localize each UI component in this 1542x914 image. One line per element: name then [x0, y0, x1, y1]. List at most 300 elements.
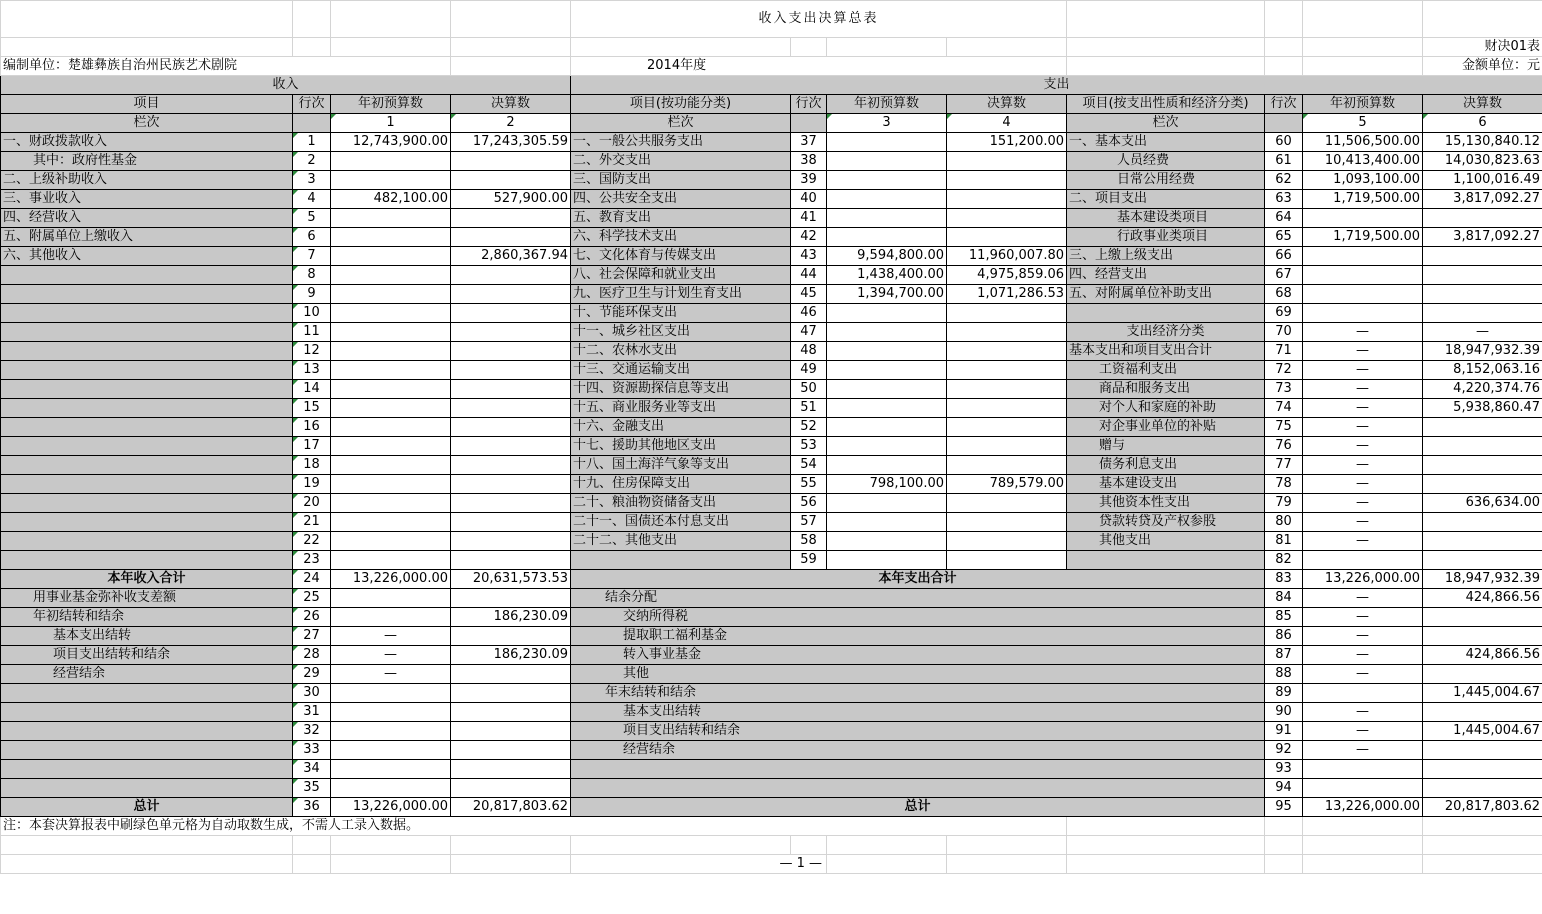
econ-line-no[interactable]: 84 — [1265, 589, 1303, 608]
income-line-no[interactable]: 24 — [293, 570, 331, 589]
income-budget-cell[interactable] — [331, 380, 451, 399]
econ-budget-cell[interactable]: — — [1303, 380, 1423, 399]
func-line-no[interactable]: 43 — [791, 247, 827, 266]
econ-budget-cell[interactable]: — — [1303, 399, 1423, 418]
sheet-title[interactable]: 收入支出决算总表 — [571, 1, 1067, 38]
econ-expense-label[interactable]: 五、对附属单位补助支出 — [1067, 285, 1265, 304]
func-budget-cell[interactable] — [827, 418, 947, 437]
form-code[interactable]: 财决01表 — [1423, 38, 1542, 57]
income-item-label[interactable] — [1, 475, 293, 494]
income-budget-cell[interactable]: 12,743,900.00 — [331, 133, 451, 152]
econ-expense-label[interactable]: 行政事业类项目 — [1067, 228, 1265, 247]
func-expense-label[interactable]: 十三、交通运输支出 — [571, 361, 791, 380]
econ-line-no[interactable]: 61 — [1265, 152, 1303, 171]
income-budget-cell[interactable] — [331, 741, 451, 760]
func-line-no[interactable]: 58 — [791, 532, 827, 551]
econ-final-cell[interactable] — [1423, 475, 1542, 494]
income-budget-cell[interactable] — [331, 513, 451, 532]
func-line-no[interactable]: 47 — [791, 323, 827, 342]
econ-line-no[interactable]: 60 — [1265, 133, 1303, 152]
func-final-cell[interactable] — [947, 494, 1067, 513]
econ-final-cell[interactable] — [1423, 247, 1542, 266]
func-line-no[interactable]: 53 — [791, 437, 827, 456]
func-line-no[interactable]: 50 — [791, 380, 827, 399]
col-header-item[interactable]: 项目 — [1, 95, 293, 114]
func-line-no[interactable]: 37 — [791, 133, 827, 152]
income-line-no[interactable]: 23 — [293, 551, 331, 570]
cell[interactable] — [1067, 57, 1265, 76]
income-line-no[interactable]: 5 — [293, 209, 331, 228]
econ-line-no[interactable]: 92 — [1265, 741, 1303, 760]
col-index[interactable]: 3 — [827, 114, 947, 133]
cell[interactable] — [947, 855, 1067, 874]
income-budget-cell[interactable] — [331, 608, 451, 627]
income-budget-cell[interactable] — [331, 266, 451, 285]
expense-total-label[interactable]: 总计 — [571, 798, 1265, 817]
econ-budget-cell[interactable] — [1303, 779, 1423, 798]
footnote[interactable]: 注：本套决算报表中刷绿色单元格为自动取数生成，不需人工录入数据。 — [1, 817, 1067, 836]
income-line-no[interactable]: 4 — [293, 190, 331, 209]
econ-final-cell[interactable]: 1,445,004.67 — [1423, 684, 1542, 703]
econ-final-cell[interactable]: 636,634.00 — [1423, 494, 1542, 513]
econ-final-cell[interactable]: 18,947,932.39 — [1423, 570, 1542, 589]
income-line-no[interactable]: 6 — [293, 228, 331, 247]
amount-unit[interactable]: 金额单位：元 — [1423, 57, 1542, 76]
income-budget-cell[interactable] — [331, 456, 451, 475]
econ-line-no[interactable]: 64 — [1265, 209, 1303, 228]
func-budget-cell[interactable] — [827, 228, 947, 247]
cell[interactable] — [1303, 1, 1423, 38]
income-final-cell[interactable] — [451, 209, 571, 228]
cell[interactable] — [331, 1, 451, 38]
econ-final-cell[interactable]: 1,445,004.67 — [1423, 722, 1542, 741]
econ-budget-cell[interactable]: — — [1303, 456, 1423, 475]
econ-line-no[interactable]: 82 — [1265, 551, 1303, 570]
econ-budget-cell[interactable]: — — [1303, 513, 1423, 532]
cell[interactable] — [827, 38, 947, 57]
cell[interactable] — [451, 57, 571, 76]
income-budget-cell[interactable]: 13,226,000.00 — [331, 570, 451, 589]
income-line-no[interactable]: 27 — [293, 627, 331, 646]
econ-expense-label[interactable]: 债务利息支出 — [1067, 456, 1265, 475]
econ-budget-cell[interactable] — [1303, 209, 1423, 228]
econ-budget-cell[interactable]: — — [1303, 361, 1423, 380]
income-budget-cell[interactable] — [331, 361, 451, 380]
econ-final-cell[interactable]: 1,100,016.49 — [1423, 171, 1542, 190]
cell[interactable] — [293, 855, 331, 874]
func-line-no[interactable]: 42 — [791, 228, 827, 247]
func-expense-label[interactable]: 十二、农林水支出 — [571, 342, 791, 361]
func-final-cell[interactable]: 151,200.00 — [947, 133, 1067, 152]
income-item-label[interactable] — [1, 684, 293, 703]
func-expense-label[interactable]: 十六、金融支出 — [571, 418, 791, 437]
income-line-no[interactable]: 7 — [293, 247, 331, 266]
func-line-no[interactable]: 41 — [791, 209, 827, 228]
func-final-cell[interactable] — [947, 228, 1067, 247]
income-final-cell[interactable] — [451, 323, 571, 342]
econ-budget-cell[interactable]: 10,413,400.00 — [1303, 152, 1423, 171]
expense-item-label[interactable]: 其他 — [571, 665, 1265, 684]
func-final-cell[interactable] — [947, 361, 1067, 380]
econ-budget-cell[interactable] — [1303, 684, 1423, 703]
income-final-cell[interactable] — [451, 760, 571, 779]
cell[interactable] — [293, 38, 331, 57]
income-line-no[interactable]: 22 — [293, 532, 331, 551]
func-final-cell[interactable] — [947, 418, 1067, 437]
econ-final-cell[interactable] — [1423, 779, 1542, 798]
income-line-no[interactable]: 35 — [293, 779, 331, 798]
func-expense-label[interactable]: 二十一、国债还本付息支出 — [571, 513, 791, 532]
econ-budget-cell[interactable]: — — [1303, 741, 1423, 760]
func-final-cell[interactable] — [947, 513, 1067, 532]
cell[interactable] — [1265, 855, 1303, 874]
income-total-label[interactable]: 本年收入合计 — [1, 570, 293, 589]
income-item-label[interactable]: 一、财政拨款收入 — [1, 133, 293, 152]
income-budget-cell[interactable] — [331, 779, 451, 798]
income-final-cell[interactable] — [451, 285, 571, 304]
func-budget-cell[interactable] — [827, 494, 947, 513]
func-final-cell[interactable] — [947, 437, 1067, 456]
income-item-label[interactable] — [1, 399, 293, 418]
econ-expense-label[interactable]: 基本支出和项目支出合计 — [1067, 342, 1265, 361]
income-header[interactable]: 收入 — [1, 76, 571, 95]
econ-expense-label[interactable]: 赠与 — [1067, 437, 1265, 456]
econ-line-no[interactable]: 70 — [1265, 323, 1303, 342]
econ-line-no[interactable]: 62 — [1265, 171, 1303, 190]
col-header-line[interactable]: 行次 — [1265, 95, 1303, 114]
cell[interactable] — [1067, 817, 1265, 836]
econ-budget-cell[interactable]: — — [1303, 722, 1423, 741]
income-final-cell[interactable] — [451, 779, 571, 798]
col-index[interactable]: 1 — [331, 114, 451, 133]
expense-item-label[interactable]: 转入事业基金 — [571, 646, 1265, 665]
income-budget-cell[interactable] — [331, 494, 451, 513]
func-budget-cell[interactable] — [827, 171, 947, 190]
income-final-cell[interactable] — [451, 380, 571, 399]
func-expense-label[interactable]: 二十、粮油物资储备支出 — [571, 494, 791, 513]
func-budget-cell[interactable] — [827, 190, 947, 209]
income-line-no[interactable]: 1 — [293, 133, 331, 152]
econ-expense-label[interactable]: 基本建设类项目 — [1067, 209, 1265, 228]
col-header-final[interactable]: 决算数 — [947, 95, 1067, 114]
econ-budget-cell[interactable]: 1,719,500.00 — [1303, 190, 1423, 209]
unit-label[interactable]: 编制单位：楚雄彝族自治州民族艺术剧院 — [1, 57, 451, 76]
func-line-no[interactable]: 59 — [791, 551, 827, 570]
cell[interactable] — [1, 38, 293, 57]
income-item-label[interactable] — [1, 456, 293, 475]
econ-budget-cell[interactable]: — — [1303, 608, 1423, 627]
func-budget-cell[interactable] — [827, 437, 947, 456]
income-item-label[interactable] — [1, 494, 293, 513]
income-budget-cell[interactable] — [331, 342, 451, 361]
expense-item-label[interactable]: 年末结转和结余 — [571, 684, 1265, 703]
econ-final-cell[interactable] — [1423, 304, 1542, 323]
cell[interactable] — [1303, 836, 1423, 855]
income-final-cell[interactable] — [451, 494, 571, 513]
income-final-cell[interactable] — [451, 304, 571, 323]
func-expense-label[interactable]: 十七、援助其他地区支出 — [571, 437, 791, 456]
income-line-no[interactable]: 13 — [293, 361, 331, 380]
income-final-cell[interactable] — [451, 418, 571, 437]
income-line-no[interactable]: 14 — [293, 380, 331, 399]
col-index-label[interactable]: 栏次 — [1067, 114, 1265, 133]
income-line-no[interactable]: 20 — [293, 494, 331, 513]
econ-budget-cell[interactable]: — — [1303, 475, 1423, 494]
income-line-no[interactable]: 21 — [293, 513, 331, 532]
econ-line-no[interactable]: 91 — [1265, 722, 1303, 741]
income-total-label[interactable]: 总计 — [1, 798, 293, 817]
expense-total-label[interactable]: 本年支出合计 — [571, 570, 1265, 589]
income-item-label[interactable]: 三、事业收入 — [1, 190, 293, 209]
econ-budget-cell[interactable] — [1303, 285, 1423, 304]
func-expense-label[interactable]: 十、节能环保支出 — [571, 304, 791, 323]
econ-final-cell[interactable] — [1423, 665, 1542, 684]
func-budget-cell[interactable] — [827, 380, 947, 399]
expense-item-label[interactable]: 结余分配 — [571, 589, 1265, 608]
func-line-no[interactable]: 45 — [791, 285, 827, 304]
expense-item-label[interactable]: 项目支出结转和结余 — [571, 722, 1265, 741]
cell[interactable] — [791, 836, 827, 855]
func-final-cell[interactable] — [947, 323, 1067, 342]
income-budget-cell[interactable] — [331, 418, 451, 437]
func-expense-label[interactable]: 六、科学技术支出 — [571, 228, 791, 247]
income-item-label[interactable]: 其中：政府性基金 — [1, 152, 293, 171]
income-budget-cell[interactable] — [331, 551, 451, 570]
income-budget-cell[interactable] — [331, 171, 451, 190]
cell[interactable] — [791, 38, 827, 57]
econ-expense-label[interactable]: 人员经费 — [1067, 152, 1265, 171]
expense-item-label[interactable]: 交纳所得税 — [571, 608, 1265, 627]
econ-line-no[interactable]: 74 — [1265, 399, 1303, 418]
func-expense-label[interactable]: 九、医疗卫生与计划生育支出 — [571, 285, 791, 304]
income-line-no[interactable]: 2 — [293, 152, 331, 171]
income-final-cell[interactable] — [451, 665, 571, 684]
cell[interactable] — [331, 836, 451, 855]
func-line-no[interactable]: 54 — [791, 456, 827, 475]
income-item-label[interactable]: 二、上级补助收入 — [1, 171, 293, 190]
expense-item-label[interactable]: 经营结余 — [571, 741, 1265, 760]
income-line-no[interactable]: 11 — [293, 323, 331, 342]
func-expense-label[interactable]: 十四、资源勘探信息等支出 — [571, 380, 791, 399]
income-budget-cell[interactable] — [331, 399, 451, 418]
expense-item-label[interactable]: 基本支出结转 — [571, 703, 1265, 722]
income-budget-cell[interactable] — [331, 532, 451, 551]
income-budget-cell[interactable] — [331, 152, 451, 171]
func-line-no[interactable]: 49 — [791, 361, 827, 380]
func-expense-label[interactable]: 八、社会保障和就业支出 — [571, 266, 791, 285]
col-index-label[interactable]: 栏次 — [1, 114, 293, 133]
income-line-no[interactable]: 8 — [293, 266, 331, 285]
econ-budget-cell[interactable]: — — [1303, 703, 1423, 722]
econ-line-no[interactable]: 65 — [1265, 228, 1303, 247]
income-item-label[interactable] — [1, 380, 293, 399]
func-expense-label[interactable]: 十八、国土海洋气象等支出 — [571, 456, 791, 475]
income-line-no[interactable]: 17 — [293, 437, 331, 456]
func-line-no[interactable]: 52 — [791, 418, 827, 437]
econ-budget-cell[interactable]: 1,093,100.00 — [1303, 171, 1423, 190]
econ-final-cell[interactable] — [1423, 266, 1542, 285]
income-item-label[interactable] — [1, 266, 293, 285]
cell[interactable] — [571, 836, 791, 855]
func-line-no[interactable]: 39 — [791, 171, 827, 190]
income-item-label[interactable] — [1, 779, 293, 798]
income-item-label[interactable]: 五、附属单位上缴收入 — [1, 228, 293, 247]
income-item-label[interactable] — [1, 741, 293, 760]
econ-final-cell[interactable] — [1423, 532, 1542, 551]
cell[interactable] — [1265, 1, 1303, 38]
func-final-cell[interactable] — [947, 456, 1067, 475]
econ-line-no[interactable]: 80 — [1265, 513, 1303, 532]
econ-final-cell[interactable] — [1423, 741, 1542, 760]
econ-final-cell[interactable]: 15,130,840.12 — [1423, 133, 1542, 152]
cell[interactable] — [1303, 817, 1423, 836]
income-budget-cell[interactable] — [331, 323, 451, 342]
econ-final-cell[interactable]: 18,947,932.39 — [1423, 342, 1542, 361]
income-final-cell[interactable] — [451, 456, 571, 475]
econ-final-cell[interactable] — [1423, 437, 1542, 456]
cell[interactable] — [451, 855, 571, 874]
func-budget-cell[interactable] — [827, 551, 947, 570]
func-expense-label[interactable]: 二、外交支出 — [571, 152, 791, 171]
cell[interactable] — [1423, 836, 1542, 855]
func-budget-cell[interactable] — [827, 323, 947, 342]
econ-budget-cell[interactable]: 13,226,000.00 — [1303, 570, 1423, 589]
expense-item-label[interactable]: 提取职工福利基金 — [571, 627, 1265, 646]
econ-final-cell[interactable] — [1423, 760, 1542, 779]
func-expense-label[interactable] — [571, 551, 791, 570]
income-item-label[interactable]: 六、其他收入 — [1, 247, 293, 266]
func-expense-label[interactable]: 十五、商业服务业等支出 — [571, 399, 791, 418]
col-index[interactable]: 2 — [451, 114, 571, 133]
cell[interactable] — [1, 1, 293, 38]
func-final-cell[interactable] — [947, 190, 1067, 209]
income-line-no[interactable]: 25 — [293, 589, 331, 608]
income-line-no[interactable]: 33 — [293, 741, 331, 760]
income-final-cell[interactable] — [451, 228, 571, 247]
col-index[interactable]: 6 — [1423, 114, 1542, 133]
func-expense-label[interactable]: 十九、住房保障支出 — [571, 475, 791, 494]
col-header-final[interactable]: 决算数 — [451, 95, 571, 114]
income-budget-cell[interactable]: — — [331, 646, 451, 665]
econ-expense-label[interactable] — [1067, 304, 1265, 323]
econ-budget-cell[interactable] — [1303, 247, 1423, 266]
econ-expense-label[interactable]: 三、上缴上级支出 — [1067, 247, 1265, 266]
income-budget-cell[interactable] — [331, 247, 451, 266]
func-line-no[interactable]: 38 — [791, 152, 827, 171]
func-expense-label[interactable]: 二十二、其他支出 — [571, 532, 791, 551]
col-index[interactable]: 4 — [947, 114, 1067, 133]
econ-line-no[interactable]: 75 — [1265, 418, 1303, 437]
income-line-no[interactable]: 18 — [293, 456, 331, 475]
income-budget-cell[interactable]: 13,226,000.00 — [331, 798, 451, 817]
income-item-label[interactable] — [1, 513, 293, 532]
income-item-label[interactable]: 四、经营收入 — [1, 209, 293, 228]
func-budget-cell[interactable] — [827, 152, 947, 171]
cell[interactable] — [451, 1, 571, 38]
econ-final-cell[interactable] — [1423, 456, 1542, 475]
income-budget-cell[interactable] — [331, 760, 451, 779]
econ-budget-cell[interactable]: 1,719,500.00 — [1303, 228, 1423, 247]
income-item-label[interactable] — [1, 532, 293, 551]
income-item-label[interactable] — [1, 551, 293, 570]
income-line-no[interactable]: 3 — [293, 171, 331, 190]
econ-final-cell[interactable]: — — [1423, 323, 1542, 342]
econ-expense-label[interactable]: 工资福利支出 — [1067, 361, 1265, 380]
expense-header[interactable]: 支出 — [571, 76, 1542, 95]
income-final-cell[interactable] — [451, 589, 571, 608]
func-expense-label[interactable]: 七、文化体育与传媒支出 — [571, 247, 791, 266]
cell[interactable] — [1303, 38, 1423, 57]
income-final-cell[interactable]: 186,230.09 — [451, 608, 571, 627]
econ-line-no[interactable]: 86 — [1265, 627, 1303, 646]
income-line-no[interactable]: 30 — [293, 684, 331, 703]
func-budget-cell[interactable] — [827, 133, 947, 152]
func-budget-cell[interactable] — [827, 361, 947, 380]
econ-final-cell[interactable] — [1423, 608, 1542, 627]
econ-expense-label[interactable]: 一、基本支出 — [1067, 133, 1265, 152]
func-expense-label[interactable]: 十一、城乡社区支出 — [571, 323, 791, 342]
econ-budget-cell[interactable]: — — [1303, 532, 1423, 551]
func-budget-cell[interactable] — [827, 532, 947, 551]
cell[interactable] — [1067, 855, 1265, 874]
func-final-cell[interactable] — [947, 209, 1067, 228]
econ-line-no[interactable]: 63 — [1265, 190, 1303, 209]
econ-budget-cell[interactable]: — — [1303, 589, 1423, 608]
econ-line-no[interactable]: 94 — [1265, 779, 1303, 798]
econ-budget-cell[interactable]: 11,506,500.00 — [1303, 133, 1423, 152]
func-budget-cell[interactable] — [827, 399, 947, 418]
func-expense-label[interactable]: 五、教育支出 — [571, 209, 791, 228]
income-item-label[interactable] — [1, 323, 293, 342]
income-final-cell[interactable] — [451, 342, 571, 361]
func-budget-cell[interactable]: 1,438,400.00 — [827, 266, 947, 285]
econ-expense-label[interactable]: 基本建设支出 — [1067, 475, 1265, 494]
income-final-cell[interactable]: 20,817,803.62 — [451, 798, 571, 817]
income-item-label[interactable] — [1, 304, 293, 323]
cell[interactable] — [947, 836, 1067, 855]
econ-line-no[interactable]: 88 — [1265, 665, 1303, 684]
income-final-cell[interactable] — [451, 437, 571, 456]
econ-budget-cell[interactable]: — — [1303, 342, 1423, 361]
income-budget-cell[interactable] — [331, 703, 451, 722]
cell[interactable] — [331, 38, 451, 57]
income-final-cell[interactable]: 20,631,573.53 — [451, 570, 571, 589]
econ-final-cell[interactable]: 8,152,063.16 — [1423, 361, 1542, 380]
cell[interactable] — [1067, 38, 1265, 57]
income-final-cell[interactable] — [451, 627, 571, 646]
econ-line-no[interactable]: 73 — [1265, 380, 1303, 399]
income-budget-cell[interactable]: 482,100.00 — [331, 190, 451, 209]
func-budget-cell[interactable] — [827, 304, 947, 323]
econ-line-no[interactable]: 72 — [1265, 361, 1303, 380]
income-budget-cell[interactable]: — — [331, 627, 451, 646]
func-final-cell[interactable] — [947, 304, 1067, 323]
income-budget-cell[interactable] — [331, 285, 451, 304]
col-header-budget[interactable]: 年初预算数 — [331, 95, 451, 114]
econ-line-no[interactable]: 83 — [1265, 570, 1303, 589]
page-number[interactable]: — 1 — — [571, 855, 827, 874]
col-index-blank[interactable] — [791, 114, 827, 133]
func-final-cell[interactable] — [947, 551, 1067, 570]
cell[interactable] — [1423, 817, 1542, 836]
func-final-cell[interactable]: 11,960,007.80 — [947, 247, 1067, 266]
col-header-final[interactable]: 决算数 — [1423, 95, 1542, 114]
col-index-label[interactable]: 栏次 — [571, 114, 791, 133]
econ-line-no[interactable]: 81 — [1265, 532, 1303, 551]
income-line-no[interactable]: 16 — [293, 418, 331, 437]
func-final-cell[interactable]: 789,579.00 — [947, 475, 1067, 494]
econ-line-no[interactable]: 76 — [1265, 437, 1303, 456]
